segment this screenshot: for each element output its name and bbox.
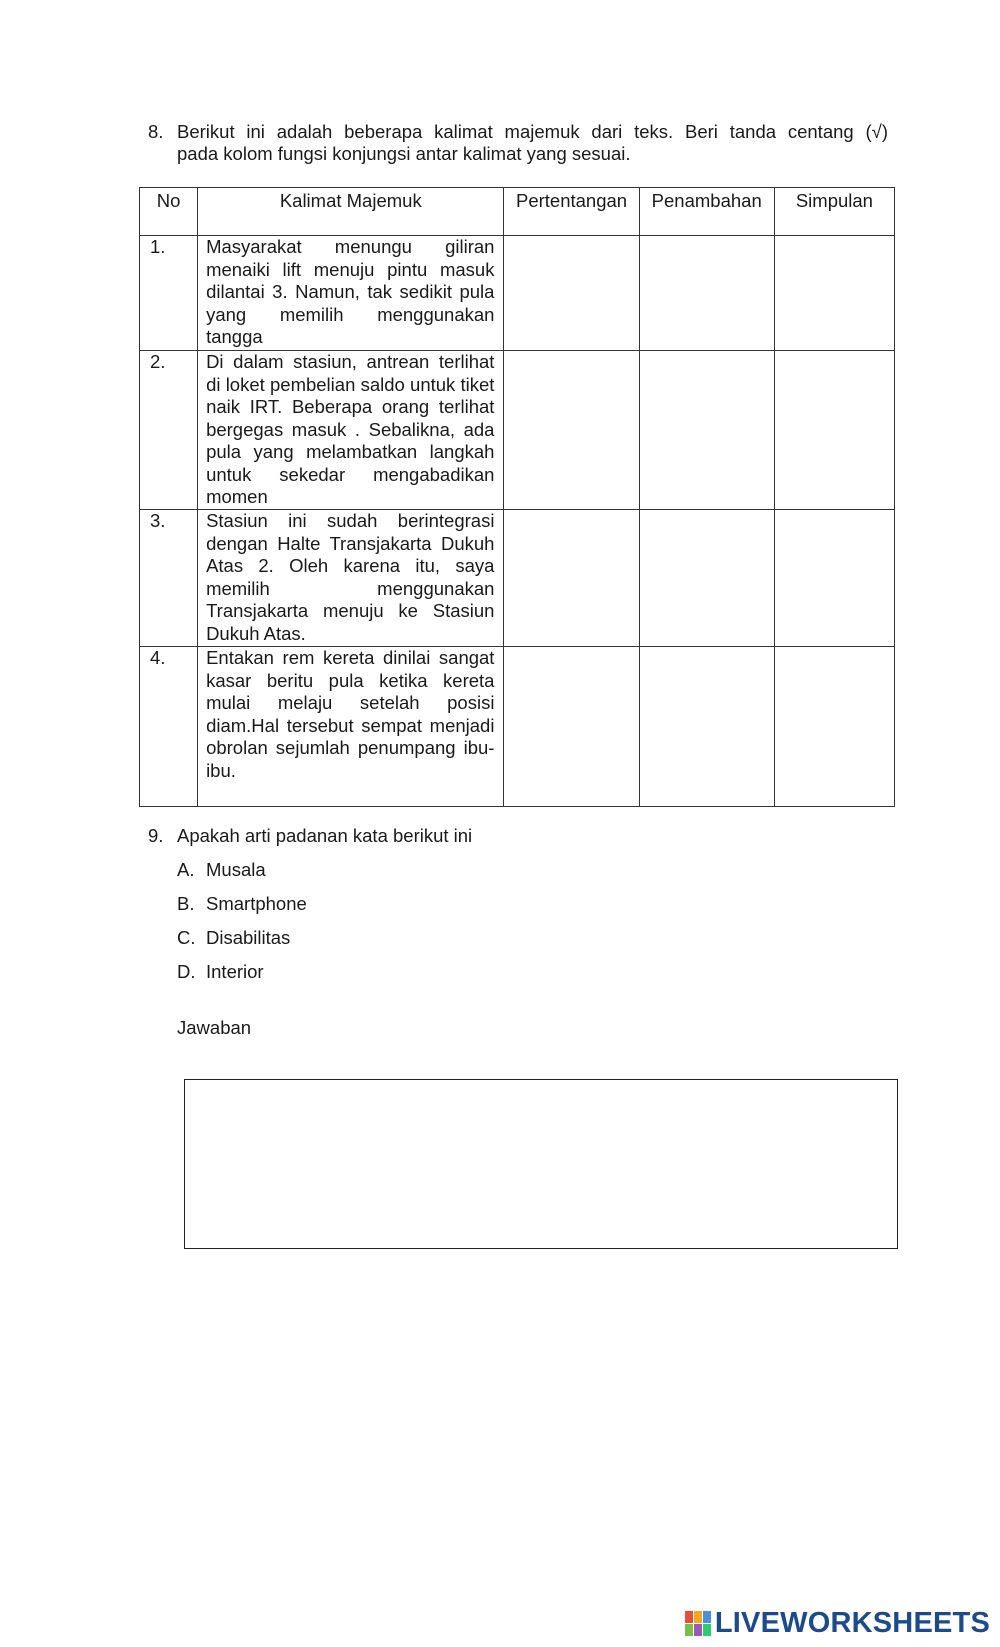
logo-block: [694, 1611, 702, 1623]
check-cell-simpulan[interactable]: [774, 647, 894, 807]
row-number: 4.: [140, 647, 198, 807]
question-8-line1: Berikut ini adalah beberapa kalimat majemuk dari teks. Beri tanda centang (√): [177, 121, 888, 142]
question-8: [148, 121, 888, 165]
logo-block: [703, 1611, 711, 1623]
check-cell-penambahan[interactable]: [639, 647, 774, 807]
check-cell-pertentangan[interactable]: [504, 510, 639, 647]
check-cell-pertentangan[interactable]: [504, 351, 639, 510]
check-cell-simpulan[interactable]: [774, 351, 894, 510]
answer-label: Jawaban: [177, 1017, 252, 1038]
header-kalimat: Kalimat Majemuk: [198, 188, 504, 236]
brand-name: LIVEWORKSHEETS: [714, 1606, 990, 1639]
logo-block: [703, 1624, 711, 1636]
table-row: [140, 510, 895, 647]
question-8-line2: pada kolom fungsi konjungsi antar kalimat yang sesuai.: [177, 143, 631, 164]
check-cell-pertentangan[interactable]: [504, 236, 639, 351]
answer-box[interactable]: [184, 1079, 898, 1249]
check-cell-penambahan[interactable]: [639, 236, 774, 351]
header-simpulan: Simpulan: [774, 188, 894, 236]
liveworksheets-logo-icon: [685, 1611, 711, 1636]
question-8-number: 8.: [148, 121, 164, 142]
table-header-row: [140, 188, 895, 236]
option-b: [177, 893, 307, 915]
option-letter: B.: [177, 893, 195, 914]
option-letter: A.: [177, 859, 195, 880]
check-cell-pertentangan[interactable]: [504, 647, 639, 807]
logo-block: [685, 1624, 693, 1636]
header-no: No: [140, 188, 198, 236]
question-9-text: Apakah arti padanan kata berikut ini: [177, 825, 473, 846]
liveworksheets-logo: [685, 1605, 990, 1641]
check-cell-penambahan[interactable]: [639, 351, 774, 510]
question-8-text: [177, 121, 888, 165]
option-letter: C.: [177, 927, 196, 948]
question-9: [148, 825, 472, 847]
row-kalimat: Di dalam stasiun, antrean terlihat di loket pembelian saldo untuk tiket naik IRT. Beberapa orang terlihat bergegas masuk . Sebalikna, ada pula yang melambatkan langkah untuk sekedar mengabadikan momen: [198, 351, 504, 510]
option-text: Disabilitas: [206, 927, 291, 948]
kalimat-majemuk-table: [139, 187, 895, 807]
row-number: 2.: [140, 351, 198, 510]
row-kalimat: Masyarakat menungu giliran menaiki lift menuju pintu masuk dilantai 3. Namun, tak sedikit pula yang memilih menggunakan tangga: [198, 236, 504, 351]
row-kalimat: Stasiun ini sudah berintegrasi dengan Halte Transjakarta Dukuh Atas 2. Oleh karena itu, saya memilih menggunakan Transjakarta menuju ke Stasiun Dukuh Atas.: [198, 510, 504, 647]
table-row: [140, 647, 895, 807]
question-9-number: 9.: [148, 825, 164, 846]
option-letter: D.: [177, 961, 196, 982]
table-row: [140, 351, 895, 510]
table-row: [140, 236, 895, 351]
row-number: 1.: [140, 236, 198, 351]
option-d: [177, 961, 264, 983]
row-number: 3.: [140, 510, 198, 647]
row-kalimat: Entakan rem kereta dinilai sangat kasar beritu pula ketika kereta mulai melaju setelah posisi diam.Hal tersebut sempat menjadi obrolan sejumlah penumpang ibu-ibu.: [198, 647, 504, 807]
header-pertentangan: Pertentangan: [504, 188, 639, 236]
check-cell-simpulan[interactable]: [774, 236, 894, 351]
header-penambahan: Penambahan: [639, 188, 774, 236]
option-text: Musala: [206, 859, 266, 880]
check-cell-simpulan[interactable]: [774, 510, 894, 647]
option-text: Interior: [206, 961, 264, 982]
check-cell-penambahan[interactable]: [639, 510, 774, 647]
option-a: [177, 859, 266, 881]
logo-block: [685, 1611, 693, 1623]
option-c: [177, 927, 290, 949]
logo-block: [694, 1624, 702, 1636]
option-text: Smartphone: [206, 893, 307, 914]
